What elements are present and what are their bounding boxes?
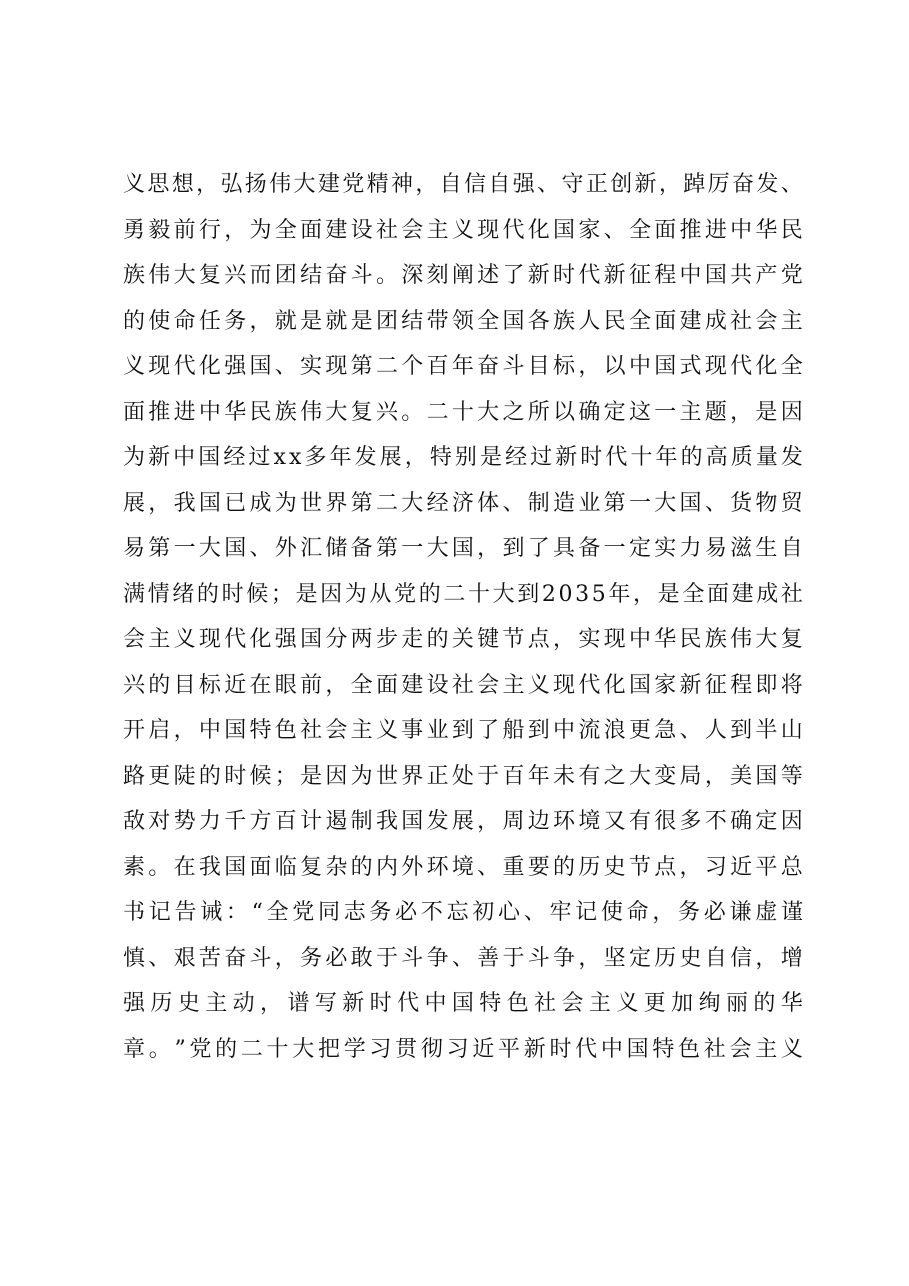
text-line	[123, 162, 803, 208]
text-line	[123, 799, 803, 845]
text-line-content: 勇 毅 前 行 ， 为 全 面 建 设 社 会 主 义 现 代 化 国 家 、 全 面 推 进 中 华 民	[123, 217, 803, 243]
text-line-content: 族 伟 大 复 兴 而 团 结 奋 斗 。 深 刻 阐 述 了 新 时 代 新 征 程 中 国 共 产 党	[123, 263, 803, 288]
text-line-content: 易 第 一 大 国 、 外 汇 储 备 第 一 大 国 ， 到 了 具 备 一 定 实 力 易 滋 生 自	[123, 536, 803, 561]
text-line-content: 素 。 在 我 国 面 临 复 杂 的 内 外 环 境 、 重 要 的 历 史 节 点 ， 习 近 平 总	[123, 854, 803, 880]
text-line	[123, 936, 803, 982]
text-line-content: 面 推 进 中 华 民 族 伟 大 复 兴 。 二 十 大 之 所 以 确 定 这 一 主 题 ， 是 因	[123, 399, 803, 425]
text-line-content: 的 使 命 任 务 ， 就 是 就 是 团 结 带 领 全 国 各 族 人 民 全 面 建 成 社 会 主	[123, 308, 803, 334]
text-line-content: 满 情 绪 的 时 候 ； 是 因 为 从 党 的 二 十 大 到 2 0 3 5 年 ， 是 全 面 建 成 社	[123, 581, 803, 607]
text-line	[123, 299, 803, 345]
text-line-content: 慎 、 艰 苦 奋 斗 ， 务 必 敢 于 斗 争 、 善 于 斗 争 ， 坚 定 历 史 自 信 ， 增	[123, 945, 803, 971]
text-line-content: 会 主 义 现 代 化 强 国 分 两 步 走 的 关 键 节 点 ， 实 现 中 华 民 族 伟 大 复	[123, 627, 803, 652]
text-line	[123, 390, 803, 436]
text-line-content: 书 记 告 诫 ： “ 全 党 同 志 务 必 不 忘 初 心 、 牢 记 使 命 ， 务 必 谦 虚 谨	[123, 900, 803, 925]
text-line-content: 义 思 想 ， 弘 扬 伟 大 建 党 精 神 ， 自 信 自 强 、 守 正 创 新 ， 踔 厉 奋 发 、	[123, 172, 803, 197]
text-line-content: 展 ， 我 国 已 成 为 世 界 第 二 大 经 济 体 、 制 造 业 第 一 大 国 、 货 物 贸	[123, 490, 803, 516]
text-line-content: 开 启 ， 中 国 特 色 社 会 主 义 事 业 到 了 船 到 中 流 浪 更 急 、 人 到 半 山	[123, 718, 803, 743]
text-line-content: 为 新 中 国 经 过 x x 多 年 发 展 ， 特 别 是 经 过 新 时 代 十 年 的 高 质 量 发	[123, 445, 803, 470]
text-line-content: 章 。 ” 党 的 二 十 大 把 学 习 贯 彻 习 近 平 新 时 代 中 国 特 色 社 会 主 义	[123, 1036, 803, 1062]
text-line	[123, 754, 803, 800]
text-line-content: 敌 对 势 力 千 方 百 计 遏 制 我 国 发 展 ， 周 边 环 境 又 有 很 多 不 确 定 因	[123, 809, 803, 834]
text-line	[123, 663, 803, 709]
text-line	[123, 617, 803, 663]
text-line	[123, 435, 803, 481]
text-line-content: 路 更 陡 的 时 候 ； 是 因 为 世 界 正 处 于 百 年 未 有 之 大 变 局 ， 美 国 等	[123, 763, 803, 789]
text-line-content: 兴 的 目 标 近 在 眼 前 ， 全 面 建 设 社 会 主 义 现 代 化 国 家 新 征 程 即 将	[123, 672, 803, 698]
text-line	[123, 344, 803, 390]
text-line	[123, 890, 803, 936]
text-line	[123, 253, 803, 299]
text-line	[123, 981, 803, 1027]
text-line-content: 义 现 代 化 强 国 、 实 现 第 二 个 百 年 奋 斗 目 标 ， 以 中 国 式 现 代 化 全	[123, 354, 803, 379]
text-line	[123, 1027, 803, 1073]
text-line	[123, 708, 803, 754]
body-text	[123, 162, 803, 1072]
text-line	[123, 526, 803, 572]
text-line	[123, 845, 803, 891]
text-line	[123, 208, 803, 254]
text-line-content: 强 历 史 主 动 ， 谱 写 新 时 代 中 国 特 色 社 会 主 义 更 加 绚 丽 的 华	[123, 991, 803, 1016]
text-line	[123, 481, 803, 527]
text-line	[123, 572, 803, 618]
